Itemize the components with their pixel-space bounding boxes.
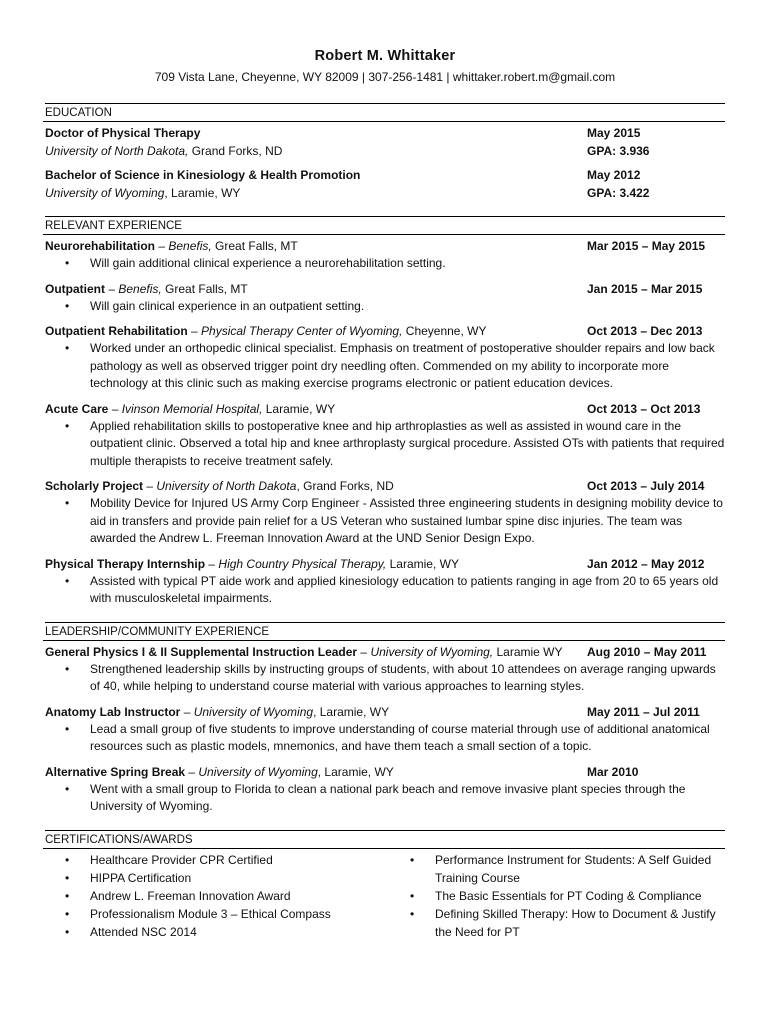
entry-role: Outpatient Rehabilitation [45, 324, 188, 338]
degree-title: Doctor of Physical Therapy [45, 126, 201, 140]
bullet-text: Strengthened leadership skills by instructing groups of students, with about 10 attendees on average ranging upwards of 40, while helping to understand course material with various approaches to learning styles. [90, 661, 716, 693]
certification-item [45, 905, 410, 923]
bullet-dot: • [65, 781, 70, 796]
gpa: GPA: 3.422 [587, 186, 650, 200]
entry-organization: Ivinson Memorial Hospital, [121, 401, 263, 416]
bullet-dot: • [65, 870, 70, 885]
entry-bullets [45, 495, 725, 548]
experience-heading: RELEVANT EXPERIENCE [43, 220, 725, 235]
degree-date: May 2015 [587, 126, 641, 140]
entry-separator: – [155, 239, 169, 253]
entry-organization: Physical Therapy Center of Wyoming, [201, 324, 403, 338]
experience-entry [45, 703, 725, 756]
bullet-text: Mobility Device for Injured US Army Corp Engineer - Assisted three engineering students in designing mobility device to aid in transfers and provide pain relief for a US Veteran who sustained lumbar spine disc injuries. The team was awarded the Andrew L. Freeman Innovation Award at the UND Senior Design Expo. [90, 496, 723, 545]
experience-entry [45, 763, 725, 816]
certification-item [45, 851, 410, 869]
bullet-dot: • [65, 341, 70, 355]
entry-role: Scholarly Project [45, 479, 144, 493]
education-item [45, 166, 725, 202]
bullet-text: Will gain additional clinical experience a neurorehabilitation setting. [90, 256, 446, 270]
entry-location: Great Falls, MT [211, 239, 298, 253]
leadership-heading: LEADERSHIP/COMMUNITY EXPERIENCE [43, 626, 725, 641]
certification-item [410, 851, 725, 887]
entry-date: Jan 2015 – Mar 2015 [587, 281, 703, 296]
certification-item [410, 905, 725, 941]
entry-organization: High Country Physical Therapy, [218, 556, 387, 571]
entry-location: , Grand Forks, ND [296, 479, 394, 493]
entry-separator: – [180, 704, 194, 719]
entry-role: Neurorehabilitation [45, 239, 156, 253]
entry-location: Laramie WY [493, 644, 563, 659]
entry-role: General Physics I & II Supplemental Instruction Leader [45, 644, 358, 659]
entry-separator: – [105, 281, 119, 296]
certification-item [45, 923, 410, 941]
bullet-text: Applied rehabilitation skills to postoperative knee and hip arthroplasties as well as assisted in wound care in the outpatient clinic. Observed a total hip and knee arthroplasty surgical procedure. Assisted OTs with patients that required multiple therapists to receive treatment safely. [90, 418, 725, 468]
bullet-dot: • [65, 298, 70, 313]
entry-organization: University of Wyoming, [370, 644, 494, 659]
certification-text: Defining Skilled Therapy: How to Document & Justify the Need for PT [435, 906, 716, 939]
bullet-item [45, 721, 725, 756]
education-section [45, 103, 725, 202]
bullet-dot: • [65, 573, 70, 588]
entry-bullets [45, 721, 725, 756]
certifications-heading: CERTIFICATIONS/AWARDS [43, 834, 725, 849]
school-name: University of Wyoming [45, 186, 165, 200]
entry-role: Acute Care [45, 401, 109, 416]
certification-text: HIPPA Certification [90, 870, 192, 885]
resume-header [45, 48, 725, 84]
bullet-item [45, 340, 725, 393]
certification-text: The Basic Essentials for PT Coding & Compliance [435, 888, 702, 903]
entry-date: Oct 2013 – Oct 2013 [587, 401, 701, 416]
certifications-section [45, 830, 725, 941]
entry-role: Outpatient [45, 281, 105, 296]
entry-organization: University of Wyoming [198, 764, 318, 779]
entry-location: , Laramie, WY [313, 704, 390, 719]
entry-role: Alternative Spring Break [45, 764, 186, 779]
bullet-dot: • [410, 906, 415, 921]
bullet-item [45, 255, 725, 273]
gpa: GPA: 3.936 [587, 144, 650, 158]
candidate-name: Robert M. Whittaker [314, 48, 456, 64]
education-heading: EDUCATION [43, 107, 725, 122]
entry-separator: – [187, 324, 202, 338]
entry-date: Jan 2012 – May 2012 [587, 556, 705, 571]
entry-role: Anatomy Lab Instructor [45, 704, 181, 719]
certification-text: Professionalism Module 3 – Ethical Compass [90, 906, 331, 921]
entry-organization: University of North Dakota [156, 479, 297, 493]
bullet-item [45, 418, 725, 471]
certifications-right-list [410, 851, 725, 941]
bullet-dot: • [65, 418, 70, 433]
bullet-text: Lead a small group of five students to improve understanding of course material through use of additional anatomical resources such as plastic models, mnemonics, and have them teach a small section of a topic. [90, 721, 710, 753]
experience-entry [45, 280, 725, 316]
entry-bullets [45, 298, 725, 316]
education-item [45, 124, 725, 160]
entry-organization: University of Wyoming [193, 704, 314, 719]
entry-bullets [45, 573, 725, 608]
contact-line: 709 Vista Lane, Cheyenne, WY 82009 | 307-256-1481 | whittaker.robert.m@gmail.com [154, 70, 616, 84]
entry-location: Cheyenne, WY [402, 324, 487, 338]
bullet-item [45, 661, 725, 696]
entry-date: Mar 2010 [587, 764, 639, 779]
bullet-dot: • [65, 256, 70, 270]
entry-bullets [45, 661, 725, 696]
certifications-left-list [45, 851, 410, 941]
entry-bullets [45, 340, 725, 393]
entry-separator: – [357, 644, 371, 659]
bullet-dot: • [65, 852, 70, 867]
entry-organization: Benefis, [168, 239, 212, 253]
bullet-dot: • [65, 924, 70, 939]
bullet-item [45, 573, 725, 608]
bullet-dot: • [65, 906, 70, 921]
bullet-text: Worked under an orthopedic clinical specialist. Emphasis on treatment of postoperative shoulder repairs and low back pathology as well as observed trigger point dry needling often. Commended on my ability to incorporate more technology at this clinic such as making exercise programs electronic or patient education devices. [90, 341, 715, 390]
experience-list [45, 237, 725, 608]
entry-separator: – [185, 764, 199, 779]
entry-separator: – [108, 401, 122, 416]
entry-location: Laramie, WY [386, 556, 459, 571]
entry-separator: – [143, 479, 157, 493]
bullet-dot: • [65, 661, 70, 676]
school-name: University of North Dakota, [45, 144, 189, 158]
leadership-section [45, 622, 725, 816]
bullet-dot: • [410, 852, 415, 867]
experience-entry [45, 400, 725, 471]
bullet-dot: • [65, 496, 70, 510]
certification-text: Andrew L. Freeman Innovation Award [90, 888, 291, 903]
entry-separator: – [205, 556, 219, 571]
entry-date: Mar 2015 – May 2015 [587, 239, 706, 253]
certification-text: Attended NSC 2014 [90, 924, 197, 939]
bullet-text: Went with a small group to Florida to clean a national park beach and remove invasive plant species through the University of Wyoming. [90, 781, 686, 813]
experience-entry [45, 643, 725, 696]
certification-item [410, 887, 725, 905]
bullet-text: Will gain clinical experience in an outpatient setting. [90, 298, 365, 313]
entry-bullets [45, 781, 725, 816]
entry-location: , Laramie, WY [317, 764, 394, 779]
degree-title: Bachelor of Science in Kinesiology & Health Promotion [45, 168, 361, 182]
experience-entry [45, 555, 725, 608]
entry-date: Aug 2010 – May 2011 [587, 644, 707, 659]
certification-item [45, 869, 410, 887]
experience-section [45, 216, 725, 608]
bullet-item [45, 495, 725, 548]
school-location: , Laramie, WY [164, 186, 241, 200]
resume-page [45, 0, 725, 941]
experience-entry [45, 322, 725, 393]
certification-text: Performance Instrument for Students: A Self Guided Training Course [435, 852, 712, 885]
bullet-dot: • [65, 721, 70, 736]
certification-item [45, 887, 410, 905]
entry-date: Oct 2013 – Dec 2013 [587, 324, 703, 338]
degree-date: May 2012 [587, 168, 641, 182]
certifications-lists [45, 851, 725, 941]
entry-date: Oct 2013 – July 2014 [587, 479, 705, 493]
entry-bullets [45, 255, 725, 273]
entry-date: May 2011 – Jul 2011 [587, 704, 700, 719]
certification-text: Healthcare Provider CPR Certified [90, 852, 273, 867]
bullet-item [45, 781, 725, 816]
experience-entry [45, 477, 725, 548]
leadership-list [45, 643, 725, 816]
entry-bullets [45, 418, 725, 471]
bullet-dot: • [65, 888, 70, 903]
entry-role: Physical Therapy Internship [45, 556, 206, 571]
bullet-text: Assisted with typical PT aide work and applied kinesiology education to patients ranging in age from 20 to 65 years old with musculoskeletal impairments. [90, 573, 719, 605]
entry-organization: Benefis, [118, 281, 162, 296]
bullet-dot: • [410, 888, 415, 903]
bullet-item [45, 298, 725, 316]
entry-location: Laramie, WY [262, 401, 336, 416]
school-location: Grand Forks, ND [188, 144, 283, 158]
experience-entry [45, 237, 725, 273]
entry-location: Great Falls, MT [161, 281, 248, 296]
